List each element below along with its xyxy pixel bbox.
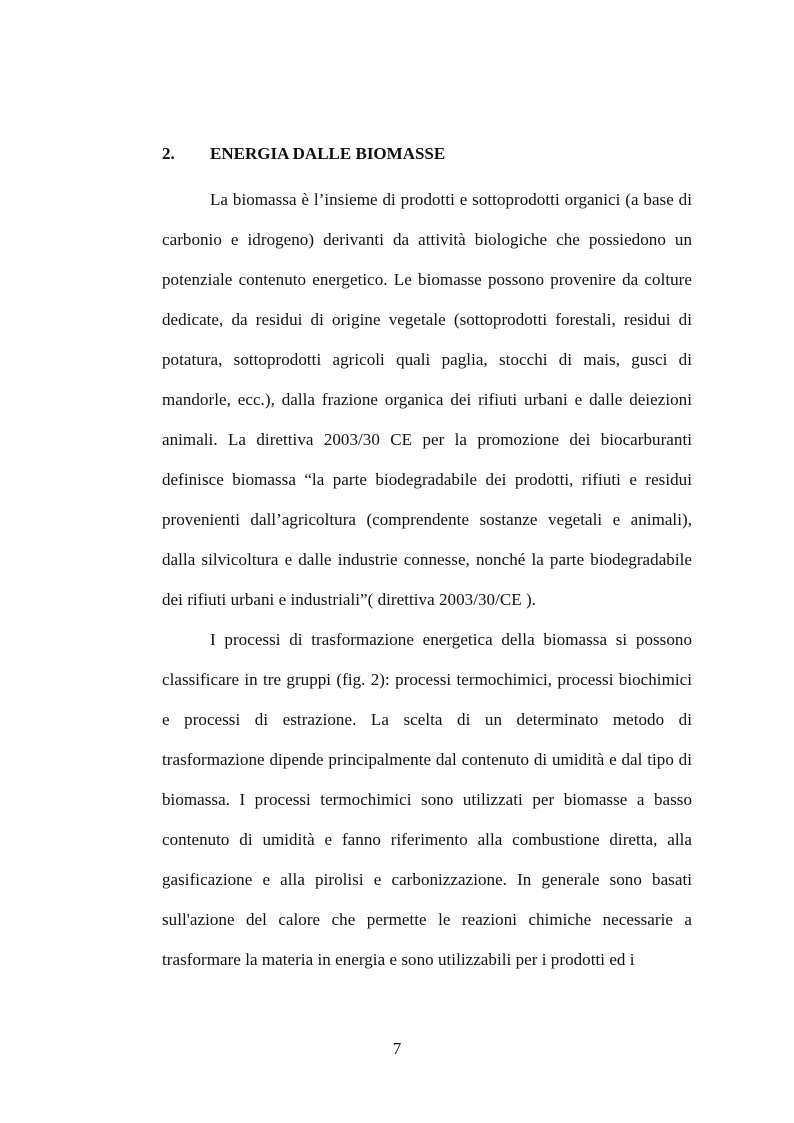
section-title: ENERGIA DALLE BIOMASSE <box>210 144 446 163</box>
section-number: 2. <box>162 144 175 163</box>
page-number: 7 <box>392 1039 402 1058</box>
section-heading <box>162 143 445 165</box>
paragraph-transformation-processes: I processi di trasformazione energetica della biomassa si possono classificare in tre gruppi (fig. 2): processi termochimici, processi biochimici e processi di estrazione. La scelta di un determinato metodo di trasformazione dipende principalmente dal contenuto di umidità e dal tipo di biomassa. I processi termochimici sono utilizzati per biomasse a basso contenuto di umidità e fanno riferimento alla combustione diretta, alla gasificazione e alla pirolisi e carbonizzazione. In generale sono basati sull'azione del calore che permette le reazioni chimiche necessarie a trasformare la materia in energia e sono utilizzabili per i prodotti ed i <box>162 630 692 969</box>
body-text <box>162 180 692 980</box>
paragraph-biomass-definition: La biomassa è l’insieme di prodotti e sottoprodotti organici (a base di carbonio e idrogeno) derivanti da attività biologiche che possiedono un potenziale contenuto energetico. Le biomasse possono provenire da colture dedicate, da residui di origine vegetale (sottoprodotti forestali, residui di potatura, sottoprodotti agricoli quali paglia, stocchi di mais, gusci di mandorle, ecc.), dalla frazione organica dei rifiuti urbani e dalle deiezioni animali. La direttiva 2003/30 CE per la promozione dei biocarburanti definisce biomassa “la parte biodegradabile dei prodotti, rifiuti e residui provenienti dall’agricoltura (comprendente sostanze vegetali e animali), dalla silvicoltura e dalle industrie connesse, nonché la parte biodegradabile dei rifiuti urbani e industriali”( direttiva 2003/30/CE ). <box>162 190 692 609</box>
